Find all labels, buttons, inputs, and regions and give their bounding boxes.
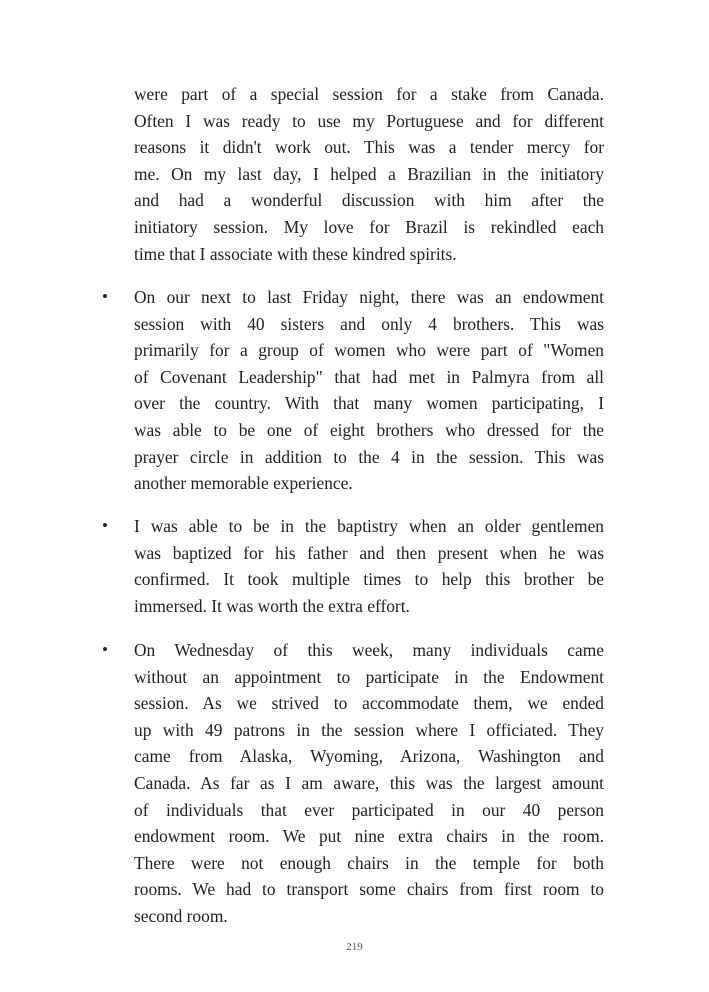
text-line: were part of a special session for a stake from Canada.: [134, 84, 604, 104]
text-line: prayer circle in addition to the 4 in the session. This was: [134, 446, 604, 467]
text-line: On Wednesday of this week, many individuals came: [134, 640, 604, 660]
text-line: me. On my last day, I helped a Brazilian in the initiatory: [134, 163, 604, 184]
text-line: came from Alaska, Wyoming, Arizona, Washington and: [134, 746, 604, 767]
text-line: up with 49 patrons in the session where I officiated. They: [134, 719, 604, 740]
paragraph-continuation: [134, 81, 604, 267]
text-line: without an appointment to participate in the Endowment: [134, 666, 604, 687]
text-line: I was able to be in the baptistry when an older gentlemen: [134, 516, 604, 536]
text-line: primarily for a group of women who were part of "Women: [134, 340, 604, 361]
text-line: initiatory session. My love for Brazil is rekindled each: [134, 216, 604, 237]
text-line: another memorable experience.: [134, 473, 353, 494]
text-line: reasons it didn't work out. This was a tender mercy for: [134, 137, 604, 158]
text-line: of Covenant Leadership" that had met in Palmyra from all: [134, 366, 604, 387]
bullet-item-baptistry: [134, 513, 604, 619]
text-line: immersed. It was worth the extra effort.: [134, 595, 410, 616]
text-line: session. As we strived to accommodate them, we ended: [134, 693, 604, 714]
text-line: and had a wonderful discussion with him after the: [134, 190, 604, 211]
bullet-icon: •: [102, 516, 108, 535]
bullet-icon: •: [102, 640, 108, 659]
bullet-item-wednesday-session: [134, 637, 604, 930]
text-line: endowment room. We put nine extra chairs in the room.: [134, 826, 604, 847]
bullet-icon: •: [102, 287, 108, 306]
text-line: session with 40 sisters and only 4 brothers. This was: [134, 313, 604, 334]
text-line: Often I was ready to use my Portuguese and for different: [134, 110, 604, 131]
text-line: second room.: [134, 905, 228, 926]
text-line: rooms. We had to transport some chairs from first room to: [134, 879, 604, 900]
text-line: of individuals that ever participated in our 40 person: [134, 799, 604, 820]
text-line: was baptized for his father and then present when he was: [134, 542, 604, 563]
text-line: Canada. As far as I am aware, this was the largest amount: [134, 772, 604, 793]
text-line: over the country. With that many women participating, I: [134, 393, 604, 414]
page-number: 219: [346, 941, 363, 953]
text-line: On our next to last Friday night, there was an endowment: [134, 287, 604, 307]
bullet-item-friday-session: [134, 284, 604, 497]
text-line: was able to be one of eight brothers who dressed for the: [134, 419, 604, 440]
text-line: time that I associate with these kindred spirits.: [134, 243, 457, 264]
text-line: There were not enough chairs in the temple for both: [134, 852, 604, 873]
text-line: confirmed. It took multiple times to help this brother be: [134, 569, 604, 590]
